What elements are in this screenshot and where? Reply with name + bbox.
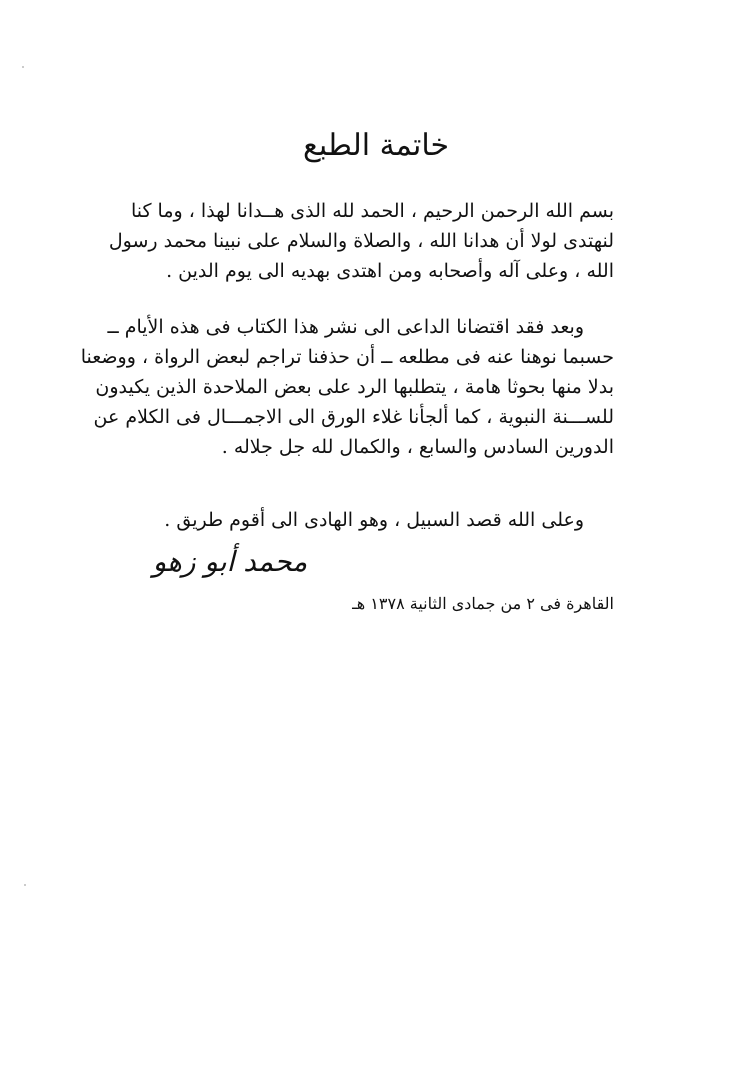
text-line: الله ، وعلى آله وأصحابه ومن اهتدى بهديه الى يوم الدين . xyxy=(166,260,614,282)
text-line: وبعد فقد اقتضانا الداعى الى نشر هذا الكتاب فى هذه الأيام ــ xyxy=(107,316,584,338)
paper-speck xyxy=(24,884,26,886)
text-line: الدورين السادس والسابع ، والكمال لله جل جلاله . xyxy=(221,436,614,458)
place-date-line: القاهرة فى ٢ من جمادى الثانية ١٣٧٨ هـ xyxy=(352,594,614,613)
text-line: لنهتدى لولا أن هدانا الله ، والصلاة والسلام على نبينا محمد رسول xyxy=(108,230,614,252)
text-line: بسم الله الرحمن الرحيم ، الحمد لله الذى هــدانا لهذا ، وما كنا xyxy=(130,200,614,222)
page-title: خاتمة الطبع xyxy=(302,128,450,163)
author-signature: محمد أبو زهو xyxy=(152,545,308,578)
text-line: حسبما نوهنا عنه فى مطلعه ــ أن حذفنا تراجم لبعض الرواة ، ووضعنا xyxy=(80,346,614,368)
paragraph-body xyxy=(80,312,614,462)
text-line: بدلا منها بحوثا هامة ، يتطلبها الرد على بعض الملاحدة الذين يكيدون xyxy=(95,376,614,398)
text-line: للســـنة النبوية ، كما ألجأنا غلاء الورق الى الاجمـــال فى الكلام عن xyxy=(93,406,614,428)
paragraph-opening xyxy=(108,196,614,286)
paragraph-closing xyxy=(120,505,614,535)
paper-speck xyxy=(22,66,24,68)
text-line: وعلى الله قصد السبيل ، وهو الهادى الى أقوم طريق . xyxy=(164,509,584,531)
